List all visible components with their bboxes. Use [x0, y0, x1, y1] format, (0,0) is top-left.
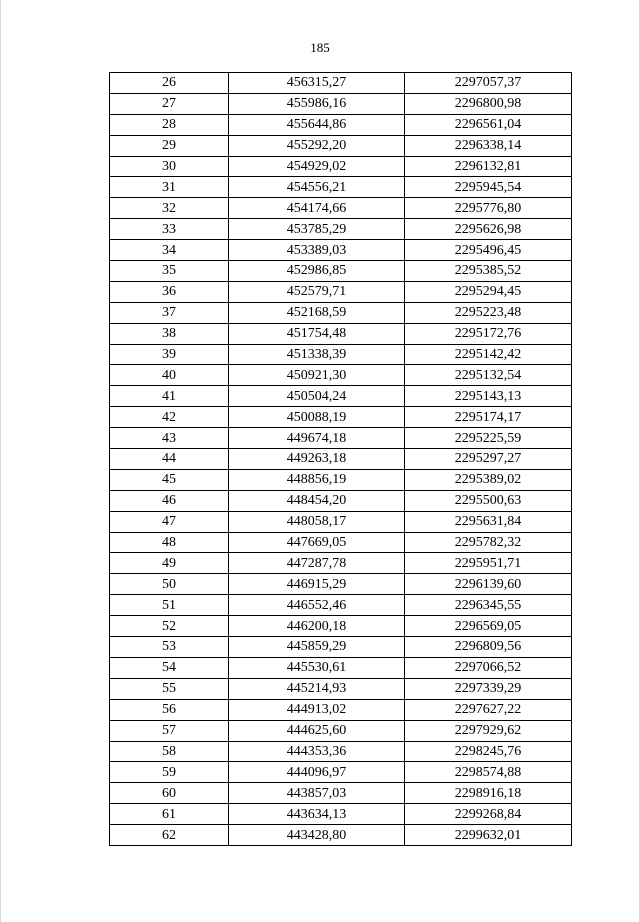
table-row — [110, 574, 572, 595]
table-row — [110, 595, 572, 616]
x-coordinate-cell: 452168,59 — [229, 302, 405, 323]
x-coordinate-cell: 452579,71 — [229, 281, 405, 302]
x-coordinate-cell: 447669,05 — [229, 532, 405, 553]
table-row — [110, 240, 572, 261]
y-coordinate-cell: 2297057,37 — [405, 73, 572, 94]
y-coordinate-cell: 2295143,13 — [405, 386, 572, 407]
point-number-cell: 53 — [110, 637, 229, 658]
point-number-cell: 27 — [110, 93, 229, 114]
y-coordinate-cell: 2295132,54 — [405, 365, 572, 386]
point-number-cell: 49 — [110, 553, 229, 574]
table-row — [110, 657, 572, 678]
table-row — [110, 219, 572, 240]
point-number-cell: 60 — [110, 783, 229, 804]
point-number-cell: 35 — [110, 261, 229, 282]
point-number-cell: 58 — [110, 741, 229, 762]
x-coordinate-cell: 449674,18 — [229, 428, 405, 449]
table-row — [110, 699, 572, 720]
y-coordinate-cell: 2298574,88 — [405, 762, 572, 783]
point-number-cell: 26 — [110, 73, 229, 94]
y-coordinate-cell: 2296139,60 — [405, 574, 572, 595]
x-coordinate-cell: 452986,85 — [229, 261, 405, 282]
table-row — [110, 553, 572, 574]
x-coordinate-cell: 446552,46 — [229, 595, 405, 616]
table-row — [110, 323, 572, 344]
point-number-cell: 36 — [110, 281, 229, 302]
table-row — [110, 365, 572, 386]
point-number-cell: 62 — [110, 825, 229, 846]
table-row — [110, 156, 572, 177]
y-coordinate-cell: 2296569,05 — [405, 616, 572, 637]
x-coordinate-cell: 450504,24 — [229, 386, 405, 407]
table-row — [110, 783, 572, 804]
y-coordinate-cell: 2298245,76 — [405, 741, 572, 762]
x-coordinate-cell: 444913,02 — [229, 699, 405, 720]
y-coordinate-cell: 2296338,14 — [405, 135, 572, 156]
coordinates-table — [109, 72, 572, 846]
point-number-cell: 61 — [110, 804, 229, 825]
y-coordinate-cell: 2295172,76 — [405, 323, 572, 344]
table-row — [110, 302, 572, 323]
x-coordinate-cell: 455292,20 — [229, 135, 405, 156]
y-coordinate-cell: 2299268,84 — [405, 804, 572, 825]
y-coordinate-cell: 2296345,55 — [405, 595, 572, 616]
table-row — [110, 720, 572, 741]
y-coordinate-cell: 2295500,63 — [405, 490, 572, 511]
x-coordinate-cell: 450088,19 — [229, 407, 405, 428]
table-row — [110, 177, 572, 198]
point-number-cell: 48 — [110, 532, 229, 553]
y-coordinate-cell: 2295225,59 — [405, 428, 572, 449]
table-row — [110, 135, 572, 156]
point-number-cell: 55 — [110, 678, 229, 699]
point-number-cell: 30 — [110, 156, 229, 177]
point-number-cell: 59 — [110, 762, 229, 783]
point-number-cell: 39 — [110, 344, 229, 365]
point-number-cell: 45 — [110, 469, 229, 490]
y-coordinate-cell: 2297066,52 — [405, 657, 572, 678]
x-coordinate-cell: 453785,29 — [229, 219, 405, 240]
table-row — [110, 281, 572, 302]
point-number-cell: 41 — [110, 386, 229, 407]
point-number-cell: 54 — [110, 657, 229, 678]
y-coordinate-cell: 2295389,02 — [405, 469, 572, 490]
table-row — [110, 741, 572, 762]
y-coordinate-cell: 2295223,48 — [405, 302, 572, 323]
point-number-cell: 51 — [110, 595, 229, 616]
point-number-cell: 52 — [110, 616, 229, 637]
y-coordinate-cell: 2296561,04 — [405, 114, 572, 135]
x-coordinate-cell: 447287,78 — [229, 553, 405, 574]
y-coordinate-cell: 2296809,56 — [405, 637, 572, 658]
x-coordinate-cell: 454174,66 — [229, 198, 405, 219]
table-row — [110, 762, 572, 783]
x-coordinate-cell: 451338,39 — [229, 344, 405, 365]
y-coordinate-cell: 2295945,54 — [405, 177, 572, 198]
x-coordinate-cell: 448058,17 — [229, 511, 405, 532]
x-coordinate-cell: 454556,21 — [229, 177, 405, 198]
x-coordinate-cell: 445214,93 — [229, 678, 405, 699]
x-coordinate-cell: 451754,48 — [229, 323, 405, 344]
point-number-cell: 50 — [110, 574, 229, 595]
point-number-cell: 28 — [110, 114, 229, 135]
table-row — [110, 678, 572, 699]
y-coordinate-cell: 2295294,45 — [405, 281, 572, 302]
table-row — [110, 386, 572, 407]
y-coordinate-cell: 2295297,27 — [405, 449, 572, 470]
point-number-cell: 33 — [110, 219, 229, 240]
table-row — [110, 637, 572, 658]
point-number-cell: 37 — [110, 302, 229, 323]
table-row — [110, 616, 572, 637]
point-number-cell: 34 — [110, 240, 229, 261]
table-row — [110, 428, 572, 449]
page-number: 185 — [310, 40, 330, 55]
x-coordinate-cell: 453389,03 — [229, 240, 405, 261]
y-coordinate-cell: 2299632,01 — [405, 825, 572, 846]
table-row — [110, 93, 572, 114]
x-coordinate-cell: 448454,20 — [229, 490, 405, 511]
point-number-cell: 47 — [110, 511, 229, 532]
table-row — [110, 511, 572, 532]
point-number-cell: 29 — [110, 135, 229, 156]
x-coordinate-cell: 444625,60 — [229, 720, 405, 741]
x-coordinate-cell: 446200,18 — [229, 616, 405, 637]
point-number-cell: 42 — [110, 407, 229, 428]
table-row — [110, 261, 572, 282]
x-coordinate-cell: 449263,18 — [229, 449, 405, 470]
table-row — [110, 469, 572, 490]
y-coordinate-cell: 2295626,98 — [405, 219, 572, 240]
x-coordinate-cell: 444353,36 — [229, 741, 405, 762]
point-number-cell: 31 — [110, 177, 229, 198]
table-row — [110, 825, 572, 846]
x-coordinate-cell: 455986,16 — [229, 93, 405, 114]
y-coordinate-cell: 2296800,98 — [405, 93, 572, 114]
page-edge-left — [0, 0, 1, 922]
y-coordinate-cell: 2295385,52 — [405, 261, 572, 282]
y-coordinate-cell: 2297339,29 — [405, 678, 572, 699]
point-number-cell: 43 — [110, 428, 229, 449]
x-coordinate-cell: 444096,97 — [229, 762, 405, 783]
table-row — [110, 73, 572, 94]
x-coordinate-cell: 456315,27 — [229, 73, 405, 94]
point-number-cell: 40 — [110, 365, 229, 386]
point-number-cell: 57 — [110, 720, 229, 741]
y-coordinate-cell: 2298916,18 — [405, 783, 572, 804]
y-coordinate-cell: 2295142,42 — [405, 344, 572, 365]
x-coordinate-cell: 443634,13 — [229, 804, 405, 825]
y-coordinate-cell: 2295631,84 — [405, 511, 572, 532]
y-coordinate-cell: 2295174,17 — [405, 407, 572, 428]
point-number-cell: 32 — [110, 198, 229, 219]
table-row — [110, 198, 572, 219]
coordinates-table-body — [110, 73, 572, 846]
point-number-cell: 38 — [110, 323, 229, 344]
x-coordinate-cell: 445530,61 — [229, 657, 405, 678]
x-coordinate-cell: 445859,29 — [229, 637, 405, 658]
y-coordinate-cell: 2297929,62 — [405, 720, 572, 741]
y-coordinate-cell: 2296132,81 — [405, 156, 572, 177]
y-coordinate-cell: 2295951,71 — [405, 553, 572, 574]
y-coordinate-cell: 2295496,45 — [405, 240, 572, 261]
x-coordinate-cell: 443428,80 — [229, 825, 405, 846]
x-coordinate-cell: 443857,03 — [229, 783, 405, 804]
point-number-cell: 44 — [110, 449, 229, 470]
x-coordinate-cell: 450921,30 — [229, 365, 405, 386]
table-row — [110, 804, 572, 825]
point-number-cell: 56 — [110, 699, 229, 720]
table-row — [110, 344, 572, 365]
x-coordinate-cell: 454929,02 — [229, 156, 405, 177]
y-coordinate-cell: 2295782,32 — [405, 532, 572, 553]
table-row — [110, 532, 572, 553]
x-coordinate-cell: 446915,29 — [229, 574, 405, 595]
x-coordinate-cell: 455644,86 — [229, 114, 405, 135]
point-number-cell: 46 — [110, 490, 229, 511]
table-row — [110, 490, 572, 511]
table-row — [110, 114, 572, 135]
y-coordinate-cell: 2297627,22 — [405, 699, 572, 720]
y-coordinate-cell: 2295776,80 — [405, 198, 572, 219]
x-coordinate-cell: 448856,19 — [229, 469, 405, 490]
table-row — [110, 407, 572, 428]
table-row — [110, 449, 572, 470]
